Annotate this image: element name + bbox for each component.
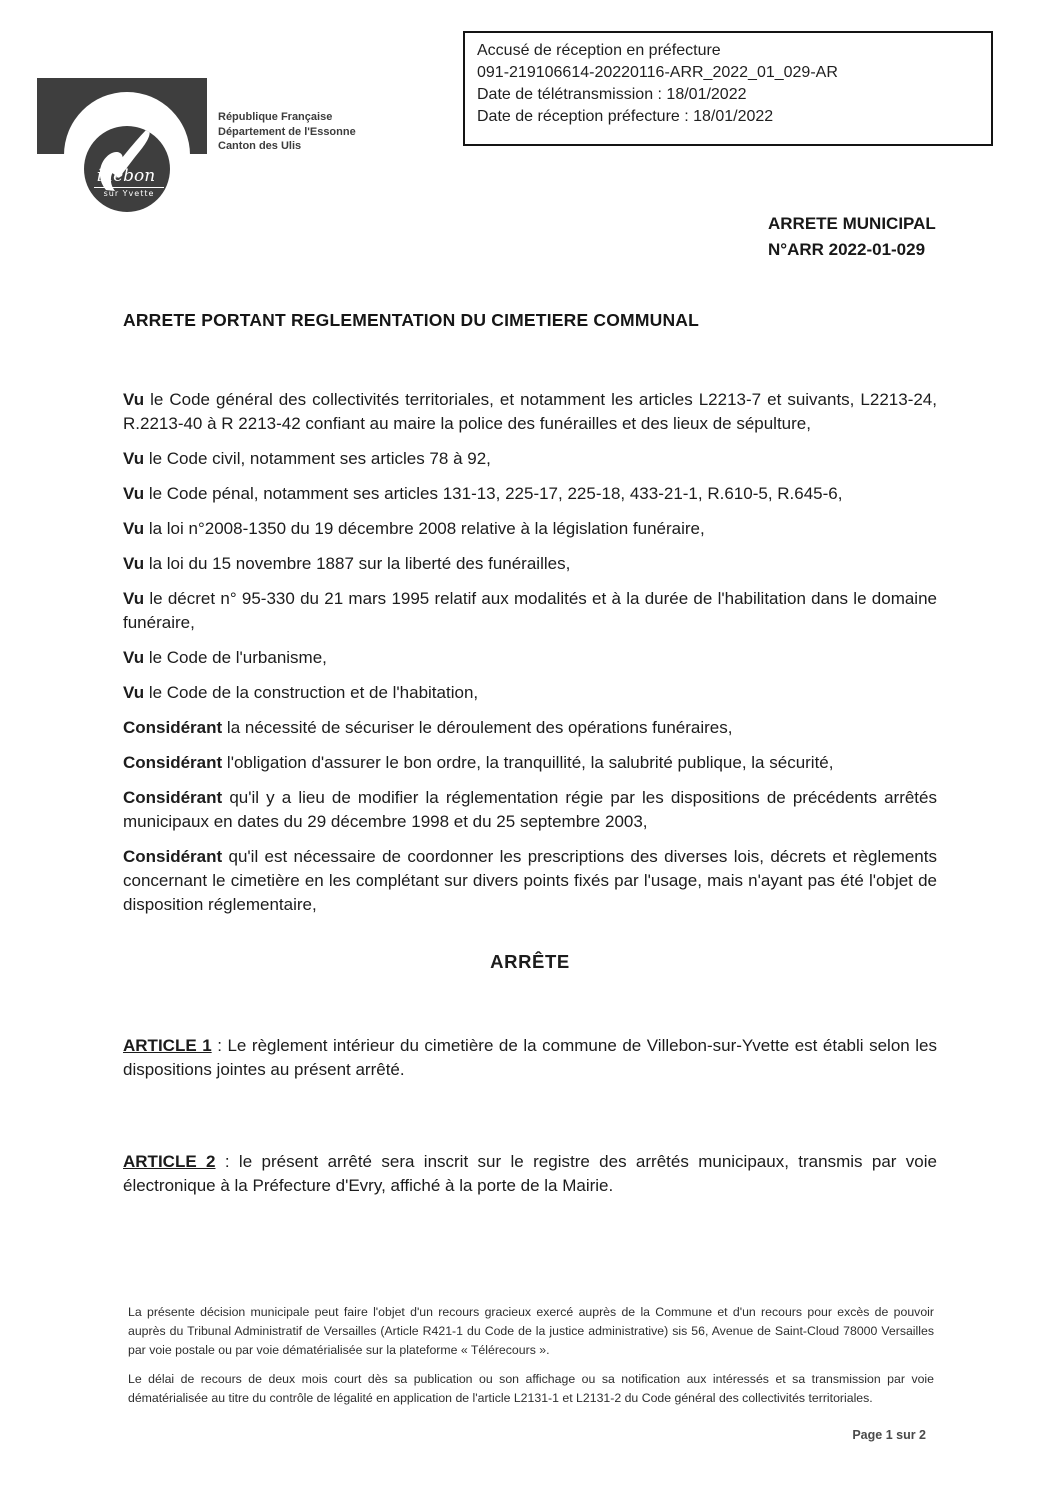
article-1-lead: ARTICLE 1	[123, 1036, 212, 1055]
recital	[123, 552, 937, 576]
recital-text: la loi n°2008-1350 du 19 décembre 2008 relative à la législation funéraire,	[148, 519, 705, 538]
recital-lead: Vu	[123, 519, 145, 538]
recital-lead: Considérant	[123, 788, 223, 807]
authority-department: Département de l'Essonne	[218, 125, 356, 138]
stamp-line-title: Accusé de réception en préfecture	[477, 42, 721, 59]
recital-text: le Code de l'urbanisme,	[148, 648, 327, 667]
recital	[123, 587, 937, 635]
logo-script-subname: sur Yvette	[94, 187, 164, 198]
prefecture-reception-stamp	[463, 31, 993, 146]
recital	[123, 517, 937, 541]
recital	[123, 751, 937, 775]
article-1-text: : Le règlement intérieur du cimetière de la commune de Villebon-sur-Yvette est établi selon les dispositions jointes au présent arrêté.	[123, 1036, 937, 1079]
article-2-lead: ARTICLE 2	[123, 1152, 216, 1171]
recital-text: le Code pénal, notamment ses articles 131-13, 225-17, 225-18, 433-21-1, R.610-5, R.645-6,	[148, 484, 843, 503]
footnote-recours: La présente décision municipale peut faire l'objet d'un recours gracieux exercé auprès de la Commune et d'un recours pour excès de pouvoir auprès du Tribunal Administratif de Versailles (Article R421-1 du Code de la justice administrative) sis 56, Avenue de Saint-Cloud 78000 Versailles par voie postale ou par voie dématérialisée sur la plateforme « Télérecours ».	[128, 1305, 934, 1357]
logo-script-name: illebon	[96, 166, 156, 186]
recital-text: la loi du 15 novembre 1887 sur la liberté des funérailles,	[148, 554, 571, 573]
recital	[123, 646, 937, 670]
recital-lead: Vu	[123, 648, 145, 667]
legal-footnotes	[128, 1303, 934, 1408]
recital	[123, 482, 937, 506]
recital-text: l'obligation d'assurer le bon ordre, la tranquillité, la salubrité publique, la sécurité,	[226, 753, 834, 772]
recital	[123, 681, 937, 705]
decree-reference	[768, 211, 936, 263]
authority-canton: Canton des Ulis	[218, 140, 302, 152]
stamp-line-reception-date: Date de réception préfecture : 18/01/2022	[477, 108, 774, 125]
recital-lead: Considérant	[123, 847, 223, 866]
recital-text: le Code général des collectivités territoriales, et notamment les articles L2213-7 et suivants, L2213-24, R.2213-40 à R 2213-42 confiant au maire la police des funérailles et des lieux de sépulture,	[123, 390, 937, 433]
recital	[123, 388, 937, 436]
decree-body	[123, 388, 937, 1266]
recital-lead: Vu	[123, 449, 145, 468]
decree-type: ARRETE MUNICIPAL	[768, 214, 936, 233]
recital-text: le Code de la construction et de l'habitation,	[148, 683, 479, 702]
article-2-text: : le présent arrêté sera inscrit sur le registre des arrêtés municipaux, transmis par voie électronique à la Préfecture d'Evry, affiché à la porte de la Mairie.	[123, 1152, 937, 1195]
decision-heading: ARRÊTE	[490, 951, 570, 972]
stamp-line-reference: 091-219106614-20220116-ARR_2022_01_029-AR	[477, 64, 838, 81]
page-title: ARRETE PORTANT REGLEMENTATION DU CIMETIERE COMMUNAL	[123, 310, 700, 330]
recital	[123, 716, 937, 740]
authority-block	[218, 110, 356, 154]
recital-lead: Vu	[123, 390, 145, 409]
footnote-delai: Le délai de recours de deux mois court dès sa publication ou son affichage ou sa notification aux intéressés et sa transmission par voie dématérialisée au titre du contrôle de légalité en application de l'article L2131-1 et L2131-2 du Code général des collectivités territoriales.	[128, 1372, 934, 1405]
article-1	[123, 1034, 937, 1082]
recital-text: qu'il est nécessaire de coordonner les prescriptions des diverses lois, décrets et règlements concernant le cimetière en les complétant sur divers points fixés par l'usage, mais n'ayant pas été l'objet de disposition réglementaire,	[123, 847, 937, 914]
stamp-line-teletransmission-date: Date de télétransmission : 18/01/2022	[477, 86, 747, 103]
recital-lead: Considérant	[123, 753, 223, 772]
page-number: Page 1 sur 2	[852, 1428, 926, 1442]
recital-lead: Considérant	[123, 718, 223, 737]
recital	[123, 845, 937, 917]
recital-text: le décret n° 95-330 du 21 mars 1995 relatif aux modalités et à la durée de l'habilitation dans le domaine funéraire,	[123, 589, 937, 632]
authority-republic: République Française	[218, 111, 333, 123]
recital-text: qu'il y a lieu de modifier la réglementation régie par les dispositions de précédents arrêtés municipaux en dates du 29 décembre 1998 et du 25 septembre 2003,	[123, 788, 937, 831]
recital-lead: Vu	[123, 683, 145, 702]
decree-number: N°ARR 2022-01-029	[768, 240, 926, 259]
recital-lead: Vu	[123, 554, 145, 573]
recital	[123, 786, 937, 834]
recital-lead: Vu	[123, 589, 145, 608]
recital-text: la nécessité de sécuriser le déroulement des opérations funéraires,	[226, 718, 733, 737]
recital-text: le Code civil, notamment ses articles 78 à 92,	[148, 449, 491, 468]
recital-lead: Vu	[123, 484, 145, 503]
recital	[123, 447, 937, 471]
article-2	[123, 1150, 937, 1198]
city-logo-icon	[84, 126, 170, 212]
